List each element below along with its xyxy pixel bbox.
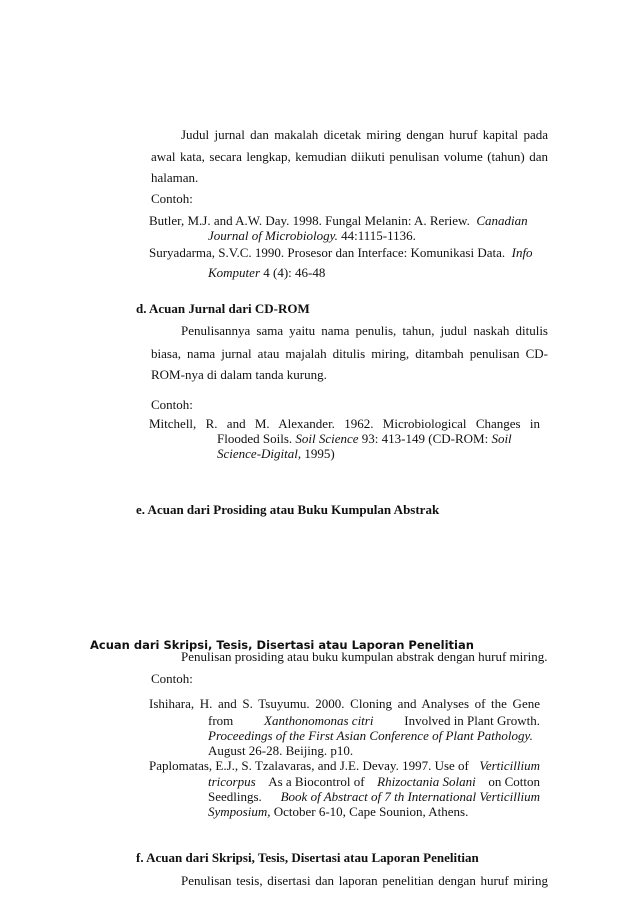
reference-paplomatas-pathogen: Rhizoctania Solani — [377, 774, 476, 789]
reference-paplomatas-cotton: on Cotton — [488, 774, 540, 789]
reference-butler-line-1 — [149, 213, 528, 229]
section-e-heading: e. Acuan dari Prosiding atau Buku Kumpulan Abstrak — [136, 502, 440, 517]
reference-ishihara-title-end: Involved in Plant Growth. — [404, 713, 540, 728]
contoh-label: Contoh: — [151, 671, 193, 686]
reference-ishihara-line-3 — [208, 728, 533, 744]
reference-ishihara-line-4: August 26-28. Beijing. p10. — [208, 743, 354, 758]
overlay-heading: Acuan dari Skripsi, Tesis, Disertasi atau Laporan Penelitian — [90, 638, 474, 652]
section-d-heading: d. Acuan Jurnal dari CD-ROM — [136, 301, 310, 316]
reference-ishihara-species: Xanthonomonas citri — [264, 713, 374, 728]
reference-ishihara-line-1: Ishihara, H. and S. Tsuyumu. 2000. Cloning and Analyses of the Gene — [149, 696, 540, 711]
journal-intro-line-2: awal kata, secara lengkap, kemudian diikuti penulisan volume (tahun) dan — [151, 149, 548, 164]
reference-paplomatas-species: tricorpus — [208, 774, 256, 789]
section-d-line-2: biasa, nama jurnal atau majalah ditulis miring, ditambah penulisan CD- — [151, 346, 548, 361]
reference-butler-tail: 44:1115-1136. — [341, 228, 416, 243]
reference-ishihara-proceedings: Proceedings of the First Asian Conference of Plant Pathology. — [208, 728, 533, 743]
reference-suryadarma-lead: Suryadarma, S.V.C. 1990. Prosesor dan Interface: Komunikasi Data. — [149, 245, 506, 260]
reference-paplomatas-location: October 6-10, Cape Sounion, Athens. — [273, 804, 469, 819]
reference-paplomatas-book: Book of Abstract of 7 th International Verticillium — [280, 789, 540, 804]
reference-mitchell-journal: Soil Science — [295, 431, 359, 446]
reference-suryadarma-journal-cont: Komputer — [208, 265, 260, 280]
reference-paplomatas-lead: Paplomatas, E.J., S. Tzalavaras, and J.E. Devay. 1997. Use of — [149, 758, 469, 773]
reference-paplomatas-line-2 — [208, 774, 540, 790]
section-d-line-1: Penulisannya sama yaitu nama penulis, tahun, judul naskah ditulis — [181, 323, 548, 338]
reference-suryadarma-tail: 4 (4): 46-48 — [263, 265, 326, 280]
reference-paplomatas-line-4 — [208, 804, 468, 820]
section-f-line-1: Penulisan tesis, disertasi dan laporan penelitian dengan huruf miring — [181, 873, 548, 888]
journal-intro-line-3: halaman. — [151, 170, 199, 185]
reference-paplomatas-biocontrol: As a Biocontrol of — [268, 774, 365, 789]
reference-suryadarma-journal: Info — [511, 245, 533, 260]
reference-butler-line-2 — [208, 228, 416, 244]
section-f-heading: f. Acuan dari Skripsi, Tesis, Disertasi atau Laporan Penelitian — [136, 850, 479, 865]
section-d-line-3: ROM-nya di dalam tanda kurung. — [151, 367, 327, 382]
reference-mitchell-title: Flooded Soils. — [217, 431, 293, 446]
journal-intro-line-1: Judul jurnal dan makalah dicetak miring dengan huruf kapital pada — [181, 127, 548, 142]
reference-butler-lead: Butler, M.J. and A.W. Day. 1998. Fungal Melanin: A. Reriew. — [149, 213, 470, 228]
section-e-line-1: Penulisan prosiding atau buku kumpulan abstrak dengan huruf miring. — [181, 649, 548, 664]
reference-suryadarma-line-1 — [149, 245, 533, 261]
contoh-label: Contoh: — [151, 397, 193, 412]
reference-ishihara-line-2 — [208, 713, 540, 729]
reference-paplomatas-line-1 — [149, 758, 540, 774]
reference-butler-journal: Canadian — [476, 213, 528, 228]
reference-suryadarma-line-2 — [208, 265, 325, 281]
reference-paplomatas-genus: Verticillium — [479, 758, 540, 773]
reference-mitchell-source: Soil — [491, 431, 512, 446]
reference-paplomatas-symposium: Symposium, — [208, 804, 271, 819]
reference-mitchell-line-2 — [217, 431, 540, 447]
reference-mitchell-source-cont: Science-Digital — [217, 446, 298, 461]
reference-butler-journal-cont: Journal of Microbiology. — [208, 228, 338, 243]
reference-mitchell-line-1: Mitchell, R. and M. Alexander. 1962. Microbiological Changes in — [149, 416, 540, 431]
reference-ishihara-from: from — [208, 713, 234, 728]
reference-mitchell-line-3 — [217, 446, 335, 462]
reference-paplomatas-line-3 — [208, 789, 540, 805]
reference-mitchell-year: , 1995) — [297, 446, 335, 461]
reference-paplomatas-seedlings: Seedlings. — [208, 789, 262, 804]
contoh-label: Contoh: — [151, 191, 193, 206]
reference-mitchell-volume: 93: 413-149 (CD-ROM: — [361, 431, 489, 446]
